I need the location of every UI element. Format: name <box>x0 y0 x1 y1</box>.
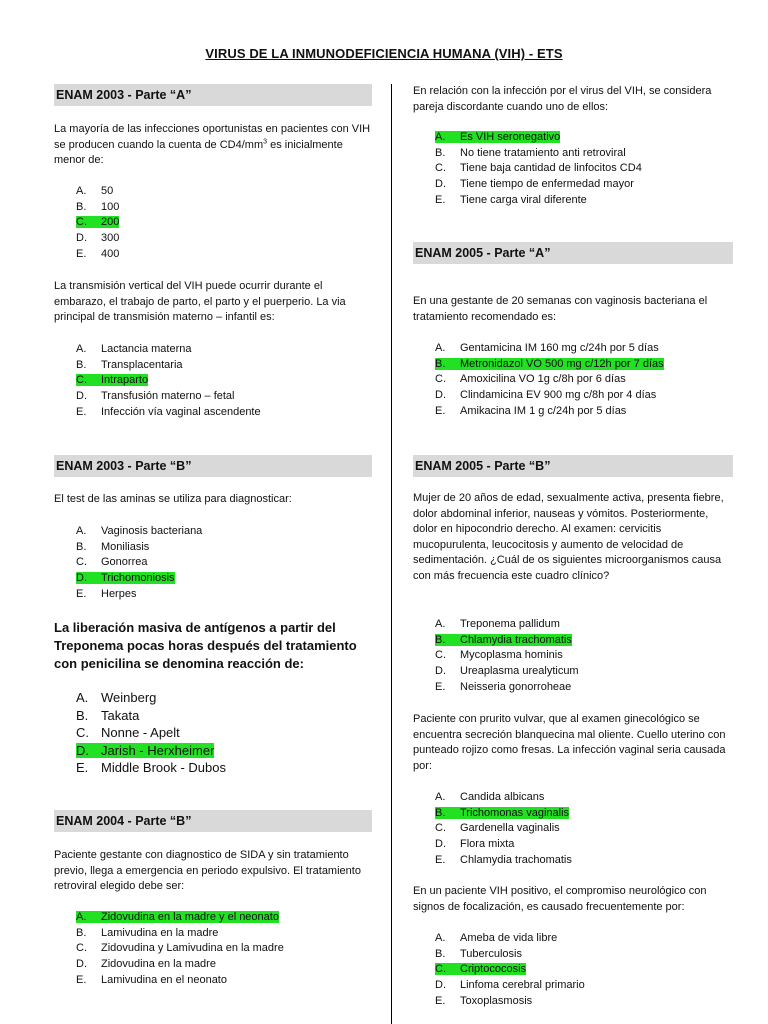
option-text: Infección vía vaginal ascendente <box>101 405 261 418</box>
option-letter: A. <box>76 911 87 923</box>
options-vertical-transmission <box>76 342 376 420</box>
section-header-enam-2003-b: ENAM 2003 - Parte “B” <box>54 455 372 477</box>
option-letter: E. <box>435 680 446 693</box>
option-a[interactable] <box>76 524 376 540</box>
option-letter: C. <box>435 649 446 662</box>
option-b[interactable] <box>435 146 735 162</box>
option-letter: D. <box>76 958 87 971</box>
option-d-correct[interactable] <box>76 571 376 587</box>
option-text: Toxoplasmosis <box>460 994 533 1007</box>
option-letter: B. <box>76 200 87 213</box>
option-letter: C. <box>435 373 446 386</box>
option-text: Nonne - Apelt <box>101 725 180 741</box>
question-text-end: es inicialmente menor de: <box>54 138 343 166</box>
question-sida-pregnant: Paciente gestante con diagnostico de SIDA y sin tratamiento previo, llega a emergencia en periodo expulsivo. El tratamiento retroviral elegido debe ser: <box>54 849 361 892</box>
options-treponema-reaction <box>76 689 376 777</box>
option-d[interactable] <box>76 957 376 973</box>
option-text: Zidovudina en la madre y el neonato <box>101 911 279 923</box>
option-c[interactable] <box>435 821 735 837</box>
option-e[interactable] <box>435 680 735 696</box>
option-letter: E. <box>76 760 89 776</box>
option-a[interactable] <box>76 184 376 200</box>
option-e[interactable] <box>435 994 735 1010</box>
question-neurologic-hiv: En un paciente VIH positivo, el compromiso neurológico con signos de focalización, es causado frecuentemente por: <box>413 885 707 913</box>
section-header-enam-2004-b: ENAM 2004 - Parte “B” <box>54 810 372 832</box>
option-letter: C. <box>435 162 446 175</box>
option-text: Tuberculosis <box>460 947 522 960</box>
option-letter: C. <box>76 725 89 741</box>
option-letter: B. <box>76 926 87 939</box>
question-amine-test: El test de las aminas se utiliza para diagnosticar: <box>54 493 292 505</box>
option-text: Weinberg <box>101 690 157 705</box>
question-vertical-transmission: La transmisión vertical del VIH puede ocurrir durante el embarazo, el trabajo de parto, el parto y el puerperio. La via principal de transmisión materno – infantil es: <box>54 280 346 323</box>
options-discordant-couple <box>435 130 735 208</box>
option-letter: E. <box>76 973 87 986</box>
options-pelvic-infection <box>435 617 735 695</box>
question-discordant-couple: En relación con la infección por el virus del VIH, se considera pareja discordante cuando uno de ellos: <box>413 85 712 113</box>
superscript: 3 <box>263 137 268 145</box>
option-text: Linfoma cerebral primario <box>460 979 585 992</box>
option-text: Gonorrea <box>101 556 148 569</box>
option-letter: D. <box>435 979 446 992</box>
option-letter: C. <box>76 942 87 955</box>
option-text: Mycoplasma hominis <box>460 649 563 662</box>
option-letter: B. <box>435 146 446 159</box>
option-a[interactable] <box>435 617 735 633</box>
column-divider <box>391 84 392 1024</box>
option-text: Ureaplasma urealyticum <box>460 665 579 678</box>
option-text: Chlamydia trachomatis <box>460 853 572 866</box>
option-text: Gentamicina IM 160 mg c/24h por 5 días <box>460 342 659 354</box>
option-letter: C. <box>76 556 87 569</box>
option-a[interactable] <box>76 342 376 358</box>
option-e[interactable] <box>435 404 735 420</box>
option-text: Ameba de vida libre <box>460 932 558 944</box>
option-c[interactable] <box>435 648 735 664</box>
option-e[interactable] <box>76 759 376 777</box>
option-text: Candida albicans <box>460 791 545 803</box>
option-letter: C. <box>76 216 87 229</box>
option-b[interactable] <box>76 707 376 725</box>
option-letter: B. <box>76 540 87 553</box>
option-letter: D. <box>435 389 446 402</box>
option-letter: B. <box>76 358 87 371</box>
option-a-correct[interactable] <box>435 130 735 146</box>
option-text: Flora mixta <box>460 838 515 851</box>
option-d[interactable] <box>435 837 735 853</box>
option-a[interactable] <box>435 790 735 806</box>
option-letter: C. <box>435 822 446 835</box>
option-text: Middle Brook - Dubos <box>101 760 226 776</box>
option-text: Trichomoniosis <box>101 572 175 585</box>
option-text: Zidovudina en la madre <box>101 958 216 971</box>
option-letter: A. <box>435 131 446 143</box>
options-sida-pregnant <box>76 910 376 988</box>
option-c[interactable] <box>435 372 735 388</box>
option-text: Transplacentaria <box>101 358 183 371</box>
option-e[interactable] <box>76 405 376 421</box>
option-text: Lamivudina en la madre <box>101 926 219 939</box>
option-text: 50 <box>101 185 114 197</box>
option-letter: A. <box>435 791 446 803</box>
option-text: Vaginosis bacteriana <box>101 525 203 537</box>
option-letter: A. <box>435 342 446 354</box>
option-b-correct[interactable] <box>435 633 735 649</box>
option-text: Neisseria gonorroheae <box>460 680 572 693</box>
option-b-correct[interactable] <box>435 357 735 373</box>
option-d-correct[interactable] <box>76 742 376 760</box>
option-text: Takata <box>101 707 140 723</box>
option-e[interactable] <box>435 193 735 209</box>
option-text: Criptococosis <box>460 963 527 976</box>
option-letter: E. <box>76 405 87 418</box>
option-e[interactable] <box>76 973 376 989</box>
option-text: Clindamicina EV 900 mg c/8h por 4 días <box>460 389 657 402</box>
option-letter: A. <box>435 618 446 630</box>
question-bacterial-vaginosis: En una gestante de 20 semanas con vaginosis bacteriana el tratamiento recomendado es: <box>413 295 708 323</box>
option-letter: C. <box>435 963 446 976</box>
option-letter: E. <box>435 853 446 866</box>
options-neurologic-hiv <box>435 931 735 1009</box>
option-letter: D. <box>76 742 89 758</box>
option-a-correct[interactable] <box>76 910 376 926</box>
option-text: Tiene tiempo de enfermedad mayor <box>460 178 634 191</box>
option-text: Amikacina IM 1 g c/24h por 5 días <box>460 404 627 417</box>
option-letter: D. <box>76 390 87 403</box>
option-a[interactable] <box>76 689 376 707</box>
option-text: Chlamydia trachomatis <box>460 633 572 646</box>
option-b[interactable] <box>76 926 376 942</box>
option-letter: B. <box>76 707 89 723</box>
document-title: VIRUS DE LA INMUNODEFICIENCIA HUMANA (VIH) - ETS <box>205 46 563 61</box>
option-text: 200 <box>101 216 120 229</box>
option-text: Zidovudina y Lamivudina en la madre <box>101 942 284 955</box>
option-text: No tiene tratamiento anti retroviral <box>460 146 626 159</box>
option-c[interactable] <box>76 941 376 957</box>
option-text: 300 <box>101 232 120 245</box>
option-letter: C. <box>76 374 87 387</box>
option-letter: B. <box>435 357 446 370</box>
option-text: Lamivudina en el neonato <box>101 973 227 986</box>
option-c-correct[interactable] <box>435 962 735 978</box>
option-letter: E. <box>76 247 87 260</box>
option-text: Moniliasis <box>101 540 150 553</box>
option-c[interactable] <box>76 555 376 571</box>
option-e[interactable] <box>76 247 376 263</box>
option-text: Trichomonas vaginalis <box>460 806 570 819</box>
option-letter: D. <box>435 665 446 678</box>
option-c[interactable] <box>76 724 376 742</box>
option-b[interactable] <box>76 200 376 216</box>
option-c-correct[interactable] <box>76 215 376 231</box>
question-pelvic-infection: Mujer de 20 años de edad, sexualmente activa, presenta fiebre, dolor abdominal inferior, nauseas y vómitos. Posteriormente, dolor en hipocondrio derecho. Al examen: cervicitis mucopurulenta, leucocitosis y aumento de velocidad de sedimentación. ¿Cuál de os siguientes microorganismos causa con más frecuencia este cuadro clínico? <box>413 492 724 582</box>
option-a[interactable] <box>435 341 735 357</box>
options-bacterial-vaginosis <box>435 341 735 419</box>
option-letter: D. <box>435 838 446 851</box>
option-letter: A. <box>76 525 87 537</box>
option-letter: E. <box>435 994 446 1007</box>
option-b[interactable] <box>76 540 376 556</box>
option-c[interactable] <box>435 161 735 177</box>
option-text: Es VIH seronegativo <box>460 131 561 143</box>
option-d[interactable] <box>435 388 735 404</box>
option-letter: A. <box>76 343 87 355</box>
option-text: Lactancia materna <box>101 343 192 355</box>
option-letter: E. <box>435 404 446 417</box>
option-text: Metronidazol VO 500 mg c/12h por 7 días <box>460 357 664 370</box>
options-vulvar-pruritus <box>435 790 735 868</box>
option-d[interactable] <box>435 177 735 193</box>
section-header-enam-2003-a: ENAM 2003 - Parte “A” <box>54 84 372 106</box>
option-text: Tiene baja cantidad de linfocitos CD4 <box>460 162 642 175</box>
option-letter: A. <box>76 185 87 197</box>
option-c-correct[interactable] <box>76 373 376 389</box>
option-letter: B. <box>435 633 446 646</box>
option-letter: A. <box>76 690 89 705</box>
option-letter: D. <box>76 232 87 245</box>
question-treponema-reaction: La liberación masiva de antígenos a partir del Treponema pocas horas después del tratamiento con penicilina se denomina reacción de: <box>54 620 357 671</box>
options-amine-test <box>76 524 376 602</box>
option-text: 100 <box>101 200 120 213</box>
option-b[interactable] <box>435 947 735 963</box>
question-cd4 <box>54 122 372 169</box>
option-b[interactable] <box>76 358 376 374</box>
option-text: 400 <box>101 247 120 260</box>
options-cd4 <box>76 184 376 262</box>
option-text: Treponema pallidum <box>460 618 560 630</box>
option-d[interactable] <box>435 664 735 680</box>
option-d[interactable] <box>435 978 735 994</box>
option-text: Gardenella vaginalis <box>460 822 560 835</box>
option-letter: B. <box>435 947 446 960</box>
question-vulvar-pruritus: Paciente con prurito vulvar, que al examen ginecológico se encuentra secreción blanquecina mal oliente. Cuello uterino con punteado rojizo como fresas. La infección vaginal seria causada por: <box>413 713 726 772</box>
option-text: Tiene carga viral diferente <box>460 193 587 206</box>
option-text: Transfusión materno – fetal <box>101 390 235 403</box>
option-text: Jarish - Herxheimer <box>101 742 215 758</box>
option-letter: E. <box>435 193 446 206</box>
option-letter: E. <box>76 587 87 600</box>
option-a[interactable] <box>435 931 735 947</box>
option-b-correct[interactable] <box>435 806 735 822</box>
option-text: Amoxicilina VO 1g c/8h por 6 días <box>460 373 626 386</box>
option-letter: D. <box>76 572 87 585</box>
option-letter: D. <box>435 178 446 191</box>
option-d[interactable] <box>76 231 376 247</box>
option-text: Herpes <box>101 587 137 600</box>
section-header-enam-2005-a: ENAM 2005 - Parte “A” <box>413 242 733 264</box>
option-e[interactable] <box>435 853 735 869</box>
option-e[interactable] <box>76 587 376 603</box>
section-header-enam-2005-b: ENAM 2005 - Parte “B” <box>413 455 733 477</box>
option-letter: B. <box>435 806 446 819</box>
option-text: Intraparto <box>101 374 149 387</box>
option-d[interactable] <box>76 389 376 405</box>
option-letter: A. <box>435 932 446 944</box>
question-text: La mayoría de las infecciones oportunistas en pacientes con VIH se producen cuando la cuenta de CD4/mm <box>54 123 371 151</box>
